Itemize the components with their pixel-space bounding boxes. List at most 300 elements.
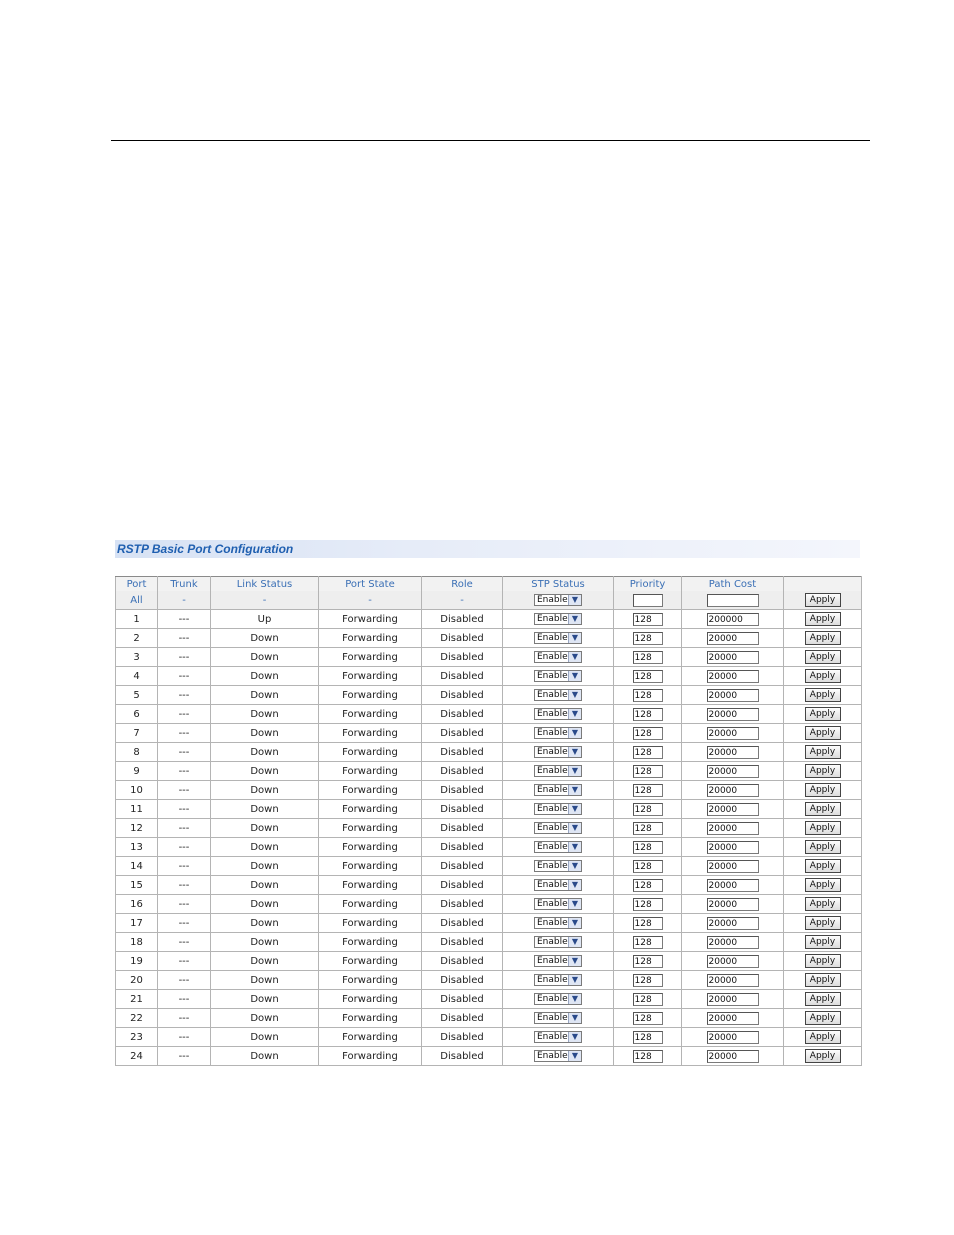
table-row — [116, 990, 862, 1009]
col-header-port: Port — [116, 577, 158, 592]
link-status-cell: Down — [211, 686, 319, 705]
path-cost-input[interactable]: 20000 — [707, 708, 759, 721]
chevron-down-icon[interactable]: ▼ — [568, 766, 581, 776]
chevron-down-icon[interactable]: ▼ — [568, 1032, 581, 1042]
trunk-cell: --- — [158, 971, 211, 990]
table-row — [116, 838, 862, 857]
path-cost-cell — [682, 819, 784, 838]
stp-status-value: Enable — [537, 899, 568, 909]
table-row — [116, 610, 862, 629]
link-status-cell: Down — [211, 971, 319, 990]
role-cell: Disabled — [422, 819, 503, 838]
port-state-cell: Forwarding — [319, 686, 422, 705]
role-cell: Disabled — [422, 933, 503, 952]
stp-status-select[interactable] — [534, 917, 582, 929]
col-header-trunk: Trunk — [158, 577, 211, 592]
stp-status-cell — [503, 800, 614, 819]
link-status-cell: Down — [211, 1047, 319, 1066]
path-cost-cell — [682, 800, 784, 819]
role-cell: Disabled — [422, 971, 503, 990]
col-header-path-cost: Path Cost — [682, 577, 784, 592]
path-cost-cell — [682, 610, 784, 629]
link-status-cell: Down — [211, 838, 319, 857]
role-cell: Disabled — [422, 610, 503, 629]
priority-input[interactable]: 128 — [633, 955, 663, 968]
col-header-link-status: Link Status — [211, 577, 319, 592]
priority-input[interactable]: 128 — [633, 613, 663, 626]
stp-status-select[interactable] — [534, 784, 582, 796]
stp-status-value: Enable — [537, 690, 568, 700]
page-divider — [111, 140, 870, 141]
chevron-down-icon[interactable]: ▼ — [568, 899, 581, 909]
stp-status-select[interactable] — [534, 841, 582, 853]
chevron-down-icon[interactable]: ▼ — [568, 690, 581, 700]
trunk-cell: --- — [158, 876, 211, 895]
apply-button[interactable]: Apply — [805, 840, 841, 854]
stp-status-select[interactable] — [534, 746, 582, 758]
path-cost-input[interactable]: 20000 — [707, 746, 759, 759]
apply-button[interactable]: Apply — [805, 612, 841, 626]
stp-status-select[interactable] — [534, 708, 582, 720]
stp-status-value: Enable — [537, 918, 568, 928]
priority-cell — [614, 1028, 682, 1047]
port-cell: 21 — [116, 990, 158, 1009]
apply-cell — [784, 1009, 862, 1028]
table-row — [116, 914, 862, 933]
port-cell: 12 — [116, 819, 158, 838]
rstp-port-table — [115, 576, 862, 1066]
path-cost-input[interactable]: 20000 — [707, 784, 759, 797]
chevron-down-icon[interactable]: ▼ — [568, 652, 581, 662]
priority-cell — [614, 819, 682, 838]
priority-cell — [614, 1047, 682, 1066]
apply-button[interactable]: Apply — [805, 802, 841, 816]
stp-status-select[interactable] — [534, 822, 582, 834]
path-cost-input[interactable]: 20000 — [707, 898, 759, 911]
priority-cell — [614, 667, 682, 686]
link-status-cell: Down — [211, 724, 319, 743]
trunk-cell: --- — [158, 743, 211, 762]
priority-input[interactable]: 128 — [633, 670, 663, 683]
trunk-cell: --- — [158, 1009, 211, 1028]
apply-cell — [784, 629, 862, 648]
priority-cell — [614, 610, 682, 629]
stp-status-select[interactable] — [534, 879, 582, 891]
stp-status-select[interactable] — [534, 651, 582, 663]
table-row — [116, 857, 862, 876]
role-cell: Disabled — [422, 705, 503, 724]
chevron-down-icon[interactable]: ▼ — [568, 595, 581, 605]
chevron-down-icon[interactable]: ▼ — [568, 747, 581, 757]
priority-cell — [614, 705, 682, 724]
path-cost-input[interactable]: 20000 — [707, 993, 759, 1006]
link-status-cell: Down — [211, 914, 319, 933]
role-cell: Disabled — [422, 724, 503, 743]
stp-status-value: Enable — [537, 614, 568, 624]
path-cost-input[interactable]: 20000 — [707, 860, 759, 873]
priority-input[interactable]: 128 — [633, 993, 663, 1006]
port-cell: 10 — [116, 781, 158, 800]
port-cell: 24 — [116, 1047, 158, 1066]
chevron-down-icon[interactable]: ▼ — [568, 671, 581, 681]
port-state-cell: Forwarding — [319, 800, 422, 819]
stp-status-select[interactable] — [534, 1031, 582, 1043]
chevron-down-icon[interactable]: ▼ — [568, 975, 581, 985]
priority-cell — [614, 895, 682, 914]
apply-button[interactable]: Apply — [805, 1011, 841, 1025]
path-cost-input[interactable]: 20000 — [707, 917, 759, 930]
stp-status-cell — [503, 857, 614, 876]
priority-input[interactable]: 128 — [633, 1012, 663, 1025]
priority-cell — [614, 743, 682, 762]
chevron-down-icon[interactable]: ▼ — [568, 918, 581, 928]
stp-status-select[interactable] — [534, 594, 582, 606]
trunk-cell: --- — [158, 724, 211, 743]
apply-button[interactable]: Apply — [805, 935, 841, 949]
path-cost-input[interactable]: 200000 — [707, 613, 759, 626]
col-header-priority: Priority — [614, 577, 682, 592]
port-state-cell: Forwarding — [319, 1047, 422, 1066]
port-state-cell: Forwarding — [319, 648, 422, 667]
table-row — [116, 933, 862, 952]
link-status-cell: Down — [211, 1009, 319, 1028]
apply-cell — [784, 667, 862, 686]
apply-button[interactable]: Apply — [805, 897, 841, 911]
col-header-port-state: Port State — [319, 577, 422, 592]
port-cell: 4 — [116, 667, 158, 686]
path-cost-input[interactable]: 20000 — [707, 822, 759, 835]
port-state-cell: Forwarding — [319, 990, 422, 1009]
path-cost-input[interactable]: 20000 — [707, 936, 759, 949]
stp-status-value: Enable — [537, 804, 568, 814]
chevron-down-icon[interactable]: ▼ — [568, 956, 581, 966]
path-cost-input[interactable]: 20000 — [707, 689, 759, 702]
priority-cell — [614, 686, 682, 705]
chevron-down-icon[interactable]: ▼ — [568, 861, 581, 871]
role-cell: Disabled — [422, 914, 503, 933]
apply-cell — [784, 781, 862, 800]
trunk-cell: --- — [158, 819, 211, 838]
apply-button[interactable]: Apply — [805, 593, 841, 607]
stp-status-cell — [503, 591, 614, 610]
port-cell: 23 — [116, 1028, 158, 1047]
priority-input[interactable]: 128 — [633, 803, 663, 816]
path-cost-input[interactable]: 20000 — [707, 670, 759, 683]
port-state-cell: Forwarding — [319, 838, 422, 857]
table-row — [116, 705, 862, 724]
port-state-cell: Forwarding — [319, 933, 422, 952]
port-state-cell: Forwarding — [319, 705, 422, 724]
port-cell: 11 — [116, 800, 158, 819]
apply-button[interactable]: Apply — [805, 859, 841, 873]
chevron-down-icon[interactable]: ▼ — [568, 1013, 581, 1023]
role-cell: Disabled — [422, 857, 503, 876]
path-cost-cell — [682, 895, 784, 914]
link-status-cell: Down — [211, 857, 319, 876]
trunk-cell: --- — [158, 762, 211, 781]
stp-status-cell — [503, 952, 614, 971]
priority-input[interactable]: 128 — [633, 841, 663, 854]
path-cost-cell — [682, 743, 784, 762]
trunk-cell: --- — [158, 1047, 211, 1066]
stp-status-value: Enable — [537, 671, 568, 681]
trunk-cell: --- — [158, 895, 211, 914]
priority-input[interactable]: 128 — [633, 917, 663, 930]
priority-input[interactable]: 128 — [633, 765, 663, 778]
stp-status-select[interactable] — [534, 936, 582, 948]
port-cell: All — [116, 591, 158, 610]
chevron-down-icon[interactable]: ▼ — [568, 880, 581, 890]
priority-input[interactable] — [633, 594, 663, 607]
port-state-cell: Forwarding — [319, 857, 422, 876]
apply-cell — [784, 705, 862, 724]
priority-input[interactable]: 128 — [633, 689, 663, 702]
table-row — [116, 952, 862, 971]
role-cell: Disabled — [422, 648, 503, 667]
priority-cell — [614, 914, 682, 933]
trunk-cell: --- — [158, 667, 211, 686]
port-cell: 18 — [116, 933, 158, 952]
priority-cell — [614, 1009, 682, 1028]
stp-status-select[interactable] — [534, 974, 582, 986]
priority-cell — [614, 857, 682, 876]
port-cell: 2 — [116, 629, 158, 648]
port-state-cell: Forwarding — [319, 762, 422, 781]
path-cost-input[interactable]: 20000 — [707, 651, 759, 664]
link-status-cell: Down — [211, 876, 319, 895]
priority-input[interactable]: 128 — [633, 1050, 663, 1063]
apply-cell — [784, 952, 862, 971]
stp-status-value: Enable — [537, 785, 568, 795]
apply-button[interactable]: Apply — [805, 973, 841, 987]
stp-status-cell — [503, 838, 614, 857]
stp-status-select[interactable] — [534, 765, 582, 777]
port-cell: 13 — [116, 838, 158, 857]
path-cost-input[interactable]: 20000 — [707, 632, 759, 645]
chevron-down-icon[interactable]: ▼ — [568, 785, 581, 795]
priority-input[interactable]: 128 — [633, 632, 663, 645]
path-cost-input[interactable]: 20000 — [707, 879, 759, 892]
apply-button[interactable]: Apply — [805, 669, 841, 683]
table-row — [116, 819, 862, 838]
priority-input[interactable]: 128 — [633, 974, 663, 987]
priority-input[interactable]: 128 — [633, 822, 663, 835]
port-state-cell: Forwarding — [319, 1009, 422, 1028]
stp-status-select[interactable] — [534, 860, 582, 872]
port-state-cell: Forwarding — [319, 895, 422, 914]
apply-button[interactable]: Apply — [805, 1049, 841, 1063]
trunk-cell: --- — [158, 933, 211, 952]
stp-status-select[interactable] — [534, 632, 582, 644]
path-cost-input[interactable]: 20000 — [707, 841, 759, 854]
path-cost-input[interactable]: 20000 — [707, 1012, 759, 1025]
apply-button[interactable]: Apply — [805, 707, 841, 721]
role-cell: Disabled — [422, 1028, 503, 1047]
role-cell: Disabled — [422, 667, 503, 686]
apply-button[interactable]: Apply — [805, 783, 841, 797]
port-cell: 9 — [116, 762, 158, 781]
priority-input[interactable]: 128 — [633, 727, 663, 740]
port-cell: 7 — [116, 724, 158, 743]
table-row-all — [116, 591, 862, 610]
apply-button[interactable]: Apply — [805, 916, 841, 930]
priority-input[interactable]: 128 — [633, 1031, 663, 1044]
role-cell: Disabled — [422, 800, 503, 819]
port-state-cell: Forwarding — [319, 724, 422, 743]
chevron-down-icon[interactable]: ▼ — [568, 1051, 581, 1061]
apply-button[interactable]: Apply — [805, 764, 841, 778]
stp-status-cell — [503, 705, 614, 724]
chevron-down-icon[interactable]: ▼ — [568, 633, 581, 643]
apply-button[interactable]: Apply — [805, 878, 841, 892]
chevron-down-icon[interactable]: ▼ — [568, 804, 581, 814]
path-cost-cell — [682, 591, 784, 610]
priority-input[interactable]: 128 — [633, 860, 663, 873]
table-row — [116, 648, 862, 667]
path-cost-input[interactable]: 20000 — [707, 765, 759, 778]
role-cell: Disabled — [422, 762, 503, 781]
stp-status-value: Enable — [537, 728, 568, 738]
stp-status-select[interactable] — [534, 1012, 582, 1024]
path-cost-input[interactable]: 20000 — [707, 974, 759, 987]
priority-input[interactable]: 128 — [633, 898, 663, 911]
stp-status-cell — [503, 667, 614, 686]
chevron-down-icon[interactable]: ▼ — [568, 614, 581, 624]
trunk-cell: --- — [158, 838, 211, 857]
priority-cell — [614, 800, 682, 819]
port-cell: 5 — [116, 686, 158, 705]
apply-button[interactable]: Apply — [805, 726, 841, 740]
path-cost-input[interactable]: 20000 — [707, 955, 759, 968]
apply-button[interactable]: Apply — [805, 745, 841, 759]
stp-status-value: Enable — [537, 1051, 568, 1061]
stp-status-select[interactable] — [534, 689, 582, 701]
link-status-cell: Down — [211, 667, 319, 686]
link-status-cell: Down — [211, 800, 319, 819]
table-row — [116, 1009, 862, 1028]
priority-input[interactable]: 128 — [633, 879, 663, 892]
stp-status-select[interactable] — [534, 898, 582, 910]
port-state-cell: Forwarding — [319, 610, 422, 629]
role-cell: - — [422, 591, 503, 610]
stp-status-cell — [503, 990, 614, 1009]
trunk-cell: --- — [158, 857, 211, 876]
path-cost-input[interactable]: 20000 — [707, 727, 759, 740]
path-cost-input[interactable]: 20000 — [707, 1050, 759, 1063]
path-cost-cell — [682, 724, 784, 743]
port-cell: 14 — [116, 857, 158, 876]
table-row — [116, 1028, 862, 1047]
table-row — [116, 724, 862, 743]
link-status-cell: Down — [211, 952, 319, 971]
port-cell: 20 — [116, 971, 158, 990]
chevron-down-icon[interactable]: ▼ — [568, 937, 581, 947]
stp-status-select[interactable] — [534, 993, 582, 1005]
apply-button[interactable]: Apply — [805, 650, 841, 664]
chevron-down-icon[interactable]: ▼ — [568, 728, 581, 738]
link-status-cell: Down — [211, 933, 319, 952]
port-cell: 19 — [116, 952, 158, 971]
table-row — [116, 762, 862, 781]
link-status-cell: Up — [211, 610, 319, 629]
path-cost-cell — [682, 914, 784, 933]
role-cell: Disabled — [422, 629, 503, 648]
priority-cell — [614, 762, 682, 781]
port-state-cell: Forwarding — [319, 952, 422, 971]
apply-button[interactable]: Apply — [805, 992, 841, 1006]
stp-status-cell — [503, 1009, 614, 1028]
role-cell: Disabled — [422, 838, 503, 857]
stp-status-select[interactable] — [534, 670, 582, 682]
apply-cell — [784, 1047, 862, 1066]
link-status-cell: Down — [211, 990, 319, 1009]
role-cell: Disabled — [422, 781, 503, 800]
priority-input[interactable]: 128 — [633, 651, 663, 664]
port-state-cell: Forwarding — [319, 914, 422, 933]
table-row — [116, 895, 862, 914]
apply-button[interactable]: Apply — [805, 631, 841, 645]
trunk-cell: --- — [158, 705, 211, 724]
apply-button[interactable]: Apply — [805, 688, 841, 702]
stp-status-cell — [503, 610, 614, 629]
apply-button[interactable]: Apply — [805, 1030, 841, 1044]
chevron-down-icon[interactable]: ▼ — [568, 823, 581, 833]
path-cost-cell — [682, 629, 784, 648]
stp-status-select[interactable] — [534, 1050, 582, 1062]
trunk-cell: --- — [158, 686, 211, 705]
path-cost-cell — [682, 1009, 784, 1028]
priority-input[interactable]: 128 — [633, 708, 663, 721]
stp-status-value: Enable — [537, 975, 568, 985]
role-cell: Disabled — [422, 1047, 503, 1066]
stp-status-select[interactable] — [534, 613, 582, 625]
priority-cell — [614, 971, 682, 990]
path-cost-input[interactable]: 20000 — [707, 1031, 759, 1044]
priority-cell — [614, 876, 682, 895]
stp-status-cell — [503, 762, 614, 781]
stp-status-value: Enable — [537, 956, 568, 966]
path-cost-cell — [682, 933, 784, 952]
path-cost-input[interactable]: 20000 — [707, 803, 759, 816]
stp-status-select[interactable] — [534, 803, 582, 815]
stp-status-select[interactable] — [534, 727, 582, 739]
priority-input[interactable]: 128 — [633, 746, 663, 759]
table-row — [116, 686, 862, 705]
port-cell: 1 — [116, 610, 158, 629]
priority-input[interactable]: 128 — [633, 784, 663, 797]
stp-status-value: Enable — [537, 1032, 568, 1042]
apply-cell — [784, 819, 862, 838]
trunk-cell: --- — [158, 800, 211, 819]
trunk-cell: --- — [158, 610, 211, 629]
chevron-down-icon[interactable]: ▼ — [568, 709, 581, 719]
port-state-cell: Forwarding — [319, 971, 422, 990]
stp-status-value: Enable — [537, 994, 568, 1004]
stp-status-select[interactable] — [534, 955, 582, 967]
chevron-down-icon[interactable]: ▼ — [568, 842, 581, 852]
priority-input[interactable]: 128 — [633, 936, 663, 949]
stp-status-value: Enable — [537, 861, 568, 871]
role-cell: Disabled — [422, 686, 503, 705]
chevron-down-icon[interactable]: ▼ — [568, 994, 581, 1004]
path-cost-input[interactable] — [707, 594, 759, 607]
path-cost-cell — [682, 952, 784, 971]
apply-button[interactable]: Apply — [805, 821, 841, 835]
apply-button[interactable]: Apply — [805, 954, 841, 968]
link-status-cell: Down — [211, 1028, 319, 1047]
path-cost-cell — [682, 857, 784, 876]
path-cost-cell — [682, 838, 784, 857]
